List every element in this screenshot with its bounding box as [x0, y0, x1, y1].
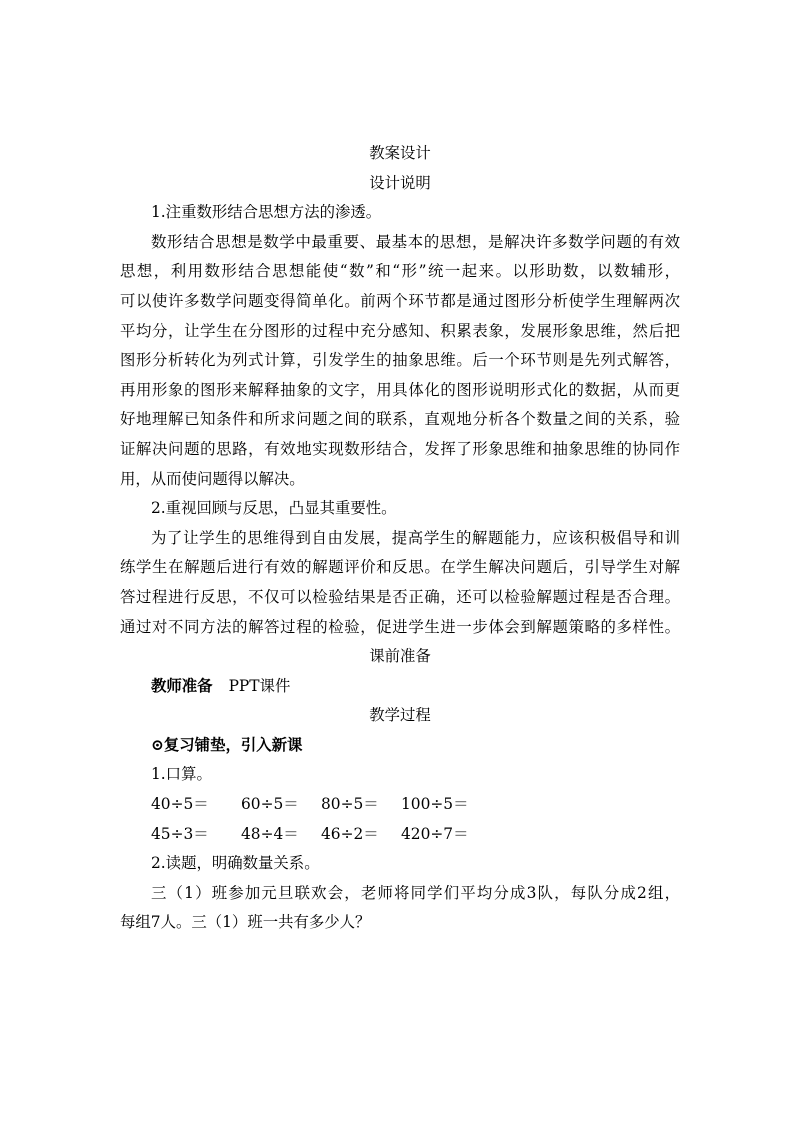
calc-expression: 100÷5＝	[401, 795, 469, 814]
item-oral-calc: 1.口算。	[151, 765, 212, 784]
doc-title: 教案设计	[369, 144, 431, 162]
problem-line: 每组7人。三（1）班一共有多少人？	[120, 913, 371, 932]
calc-expression: 45÷3＝	[151, 824, 209, 843]
preparation-heading: 课前准备	[369, 647, 431, 666]
preparation-row	[120, 672, 680, 702]
point1-line: 图形分析转化为列式计算，引发学生的抽象思维。后一个环节则是先列式解答，	[120, 351, 680, 370]
calc-row	[120, 790, 680, 820]
document-page	[120, 139, 680, 938]
preparation-label: 教师准备	[151, 676, 213, 695]
point1-line: 思想，利用数形结合思想能使“数”和“形”统一起来。以形助数，以数辅形，	[120, 262, 680, 281]
calc-expression: 80÷5＝	[321, 795, 379, 814]
point1-line: 好地理解已知条件和所求问题之间的联系，直观地分析各个数量之间的关系，验	[120, 410, 680, 429]
problem-line: 三（1）班参加元旦联欢会，老师将同学们平均分成3队，每队分成2组，	[151, 883, 680, 902]
calc-expression: 46÷2＝	[321, 824, 379, 843]
calc-row	[120, 820, 680, 850]
point1-line: 数形结合思想是数学中最重要、最基本的思想，是解决许多数学问题的有效	[151, 232, 680, 251]
section-review-heading: ⊙复习铺垫，引入新课	[151, 735, 303, 754]
point2-line: 练学生在解题后进行有效的解题评价和反思。在学生解决问题后，引导学生对解	[120, 558, 680, 577]
point2-line: 通过对不同方法的解答过程的检验，促进学生进一步体会到解题策略的多样性。	[120, 617, 680, 636]
calc-expression: 40÷5＝	[151, 795, 209, 814]
calc-expression: 420÷7＝	[401, 824, 469, 843]
process-heading: 教学过程	[369, 706, 431, 725]
point1-line: 证解决问题的思路，有效地实现数形结合，发挥了形象思维和抽象思维的协同作	[120, 439, 680, 458]
preparation-value: PPT课件	[228, 676, 291, 695]
point1-title: 1.注重数形结合思想方法的渗透。	[151, 203, 382, 222]
calc-expression: 48÷4＝	[241, 824, 299, 843]
point1-line: 用，从而使问题得以解决。	[120, 469, 305, 488]
point1-line: 可以使许多数学问题变得简单化。前两个环节都是通过图形分析使学生理解两次	[120, 291, 680, 310]
point2-line: 为了让学生的思维得到自由发展，提高学生的解题能力，应该积极倡导和训	[151, 528, 680, 547]
design-notes-heading: 设计说明	[369, 173, 431, 192]
calc-expression: 60÷5＝	[241, 795, 299, 814]
point2-title: 2.重视回顾与反思，凸显其重要性。	[151, 499, 397, 518]
point1-line: 再用形象的图形来解释抽象的文字，用具体化的图形说明形式化的数据，从而更	[120, 380, 680, 399]
point1-line: 平均分，让学生在分图形的过程中充分感知、积累表象，发展形象思维，然后把	[120, 321, 680, 340]
point2-line: 答过程进行反思，不仅可以检验结果是否正确，还可以检验解题过程是否合理。	[120, 587, 680, 606]
item-read-problem: 2.读题，明确数量关系。	[151, 854, 320, 873]
